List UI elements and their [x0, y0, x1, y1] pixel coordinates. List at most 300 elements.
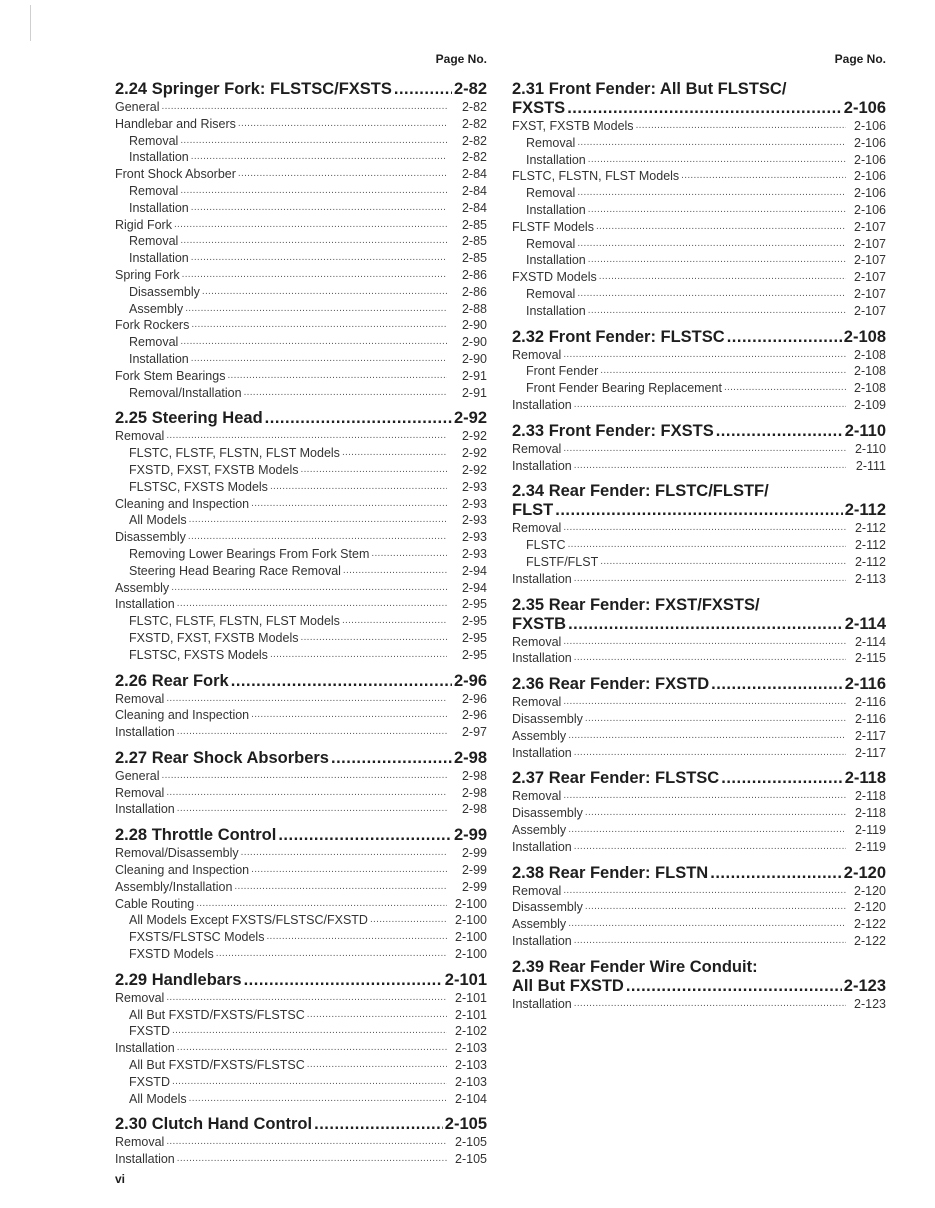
toc-entry[interactable] — [115, 200, 487, 217]
toc-entry[interactable] — [512, 185, 886, 202]
section-heading[interactable] — [512, 615, 886, 634]
dot-leader — [161, 768, 447, 785]
toc-entry[interactable] — [115, 1057, 487, 1074]
toc-entry[interactable] — [115, 596, 487, 613]
toc-entry[interactable] — [115, 1007, 487, 1024]
dot-leader — [191, 149, 447, 166]
section-page-number: 2-108 — [843, 327, 886, 346]
dot-leader — [166, 691, 447, 708]
toc-entry[interactable] — [115, 462, 487, 479]
entry-page-number: 2-98 — [461, 802, 487, 817]
toc-entry[interactable] — [115, 1091, 487, 1108]
dot-leader — [371, 546, 447, 563]
entry-label: Removal/Disassembly — [115, 846, 239, 861]
entry-label: Installation — [512, 651, 572, 666]
toc-entry[interactable] — [115, 1134, 487, 1151]
entry-label: Removal — [526, 286, 576, 301]
toc-entry[interactable] — [512, 537, 886, 554]
entry-page-number: 2-93 — [461, 479, 487, 494]
toc-section — [115, 80, 487, 401]
dot-leader — [161, 99, 447, 116]
entry-label: Front Fender Bearing Replacement — [526, 381, 722, 396]
entry-page-number: 2-94 — [461, 580, 487, 595]
entry-label: Removal — [512, 883, 562, 898]
toc-entry[interactable] — [512, 634, 886, 651]
entry-label: Installation — [512, 839, 572, 854]
toc-entry[interactable] — [115, 613, 487, 630]
entry-page-number: 2-112 — [854, 521, 886, 536]
toc-entry[interactable] — [115, 149, 487, 166]
dot-leader — [191, 200, 447, 217]
entry-label: FXSTD Models — [512, 270, 597, 285]
entry-page-number: 2-119 — [854, 839, 886, 854]
dot-leader — [585, 899, 846, 916]
toc-entry[interactable] — [115, 1074, 487, 1091]
dot-leader — [171, 580, 447, 597]
entry-page-number: 2-106 — [854, 202, 886, 217]
section-page-number: 2-112 — [844, 501, 886, 520]
section-title: 2.27 Rear Shock Absorbers — [115, 748, 329, 767]
section-title: 2.35 Rear Fender: FXST/FXSTS/ — [512, 595, 760, 614]
entry-page-number: 2-119 — [854, 822, 886, 837]
toc-entry[interactable] — [115, 116, 487, 133]
entry-label: Removal — [115, 691, 165, 706]
entry-label: Cleaning and Inspection — [115, 863, 250, 878]
dot-leader — [555, 501, 842, 520]
toc-entry[interactable] — [512, 397, 886, 414]
section-title: FXSTS — [512, 99, 566, 117]
entry-page-number: 2-95 — [461, 597, 487, 612]
entry-label: Removal — [129, 133, 179, 148]
toc-entry[interactable] — [512, 883, 886, 900]
toc-section — [512, 864, 886, 950]
dot-leader — [180, 133, 447, 150]
toc-entry[interactable] — [512, 728, 886, 745]
section-page-number: 2-116 — [844, 675, 886, 694]
section-title: All But FXSTD — [512, 976, 624, 995]
dot-leader — [343, 563, 447, 580]
entry-page-number: 2-104 — [455, 1091, 487, 1106]
section-title: 2.36 Rear Fender: FXSTD — [512, 675, 710, 694]
dot-leader — [191, 317, 447, 334]
entry-label: Removal — [115, 429, 165, 444]
dot-leader — [577, 135, 846, 152]
entry-page-number: 2-97 — [461, 725, 487, 740]
entry-label: Removal — [129, 335, 179, 350]
entry-page-number: 2-82 — [461, 100, 487, 114]
entry-page-number: 2-90 — [461, 351, 487, 366]
toc-entry[interactable] — [512, 303, 886, 320]
toc-entry[interactable] — [115, 334, 487, 351]
toc-entry[interactable] — [115, 512, 487, 529]
entry-page-number: 2-114 — [854, 634, 886, 649]
section-heading[interactable] — [512, 958, 886, 977]
entry-page-number: 2-111 — [855, 458, 886, 473]
dot-leader — [188, 529, 447, 546]
toc-entry[interactable] — [115, 801, 487, 818]
dot-leader — [251, 707, 447, 724]
dot-leader — [568, 537, 846, 554]
section-heading[interactable] — [115, 971, 487, 990]
toc-entry[interactable] — [115, 647, 487, 664]
dot-leader — [180, 183, 447, 200]
entry-label: Installation — [129, 351, 189, 366]
toc-entry[interactable] — [512, 554, 886, 571]
toc-entry[interactable] — [115, 785, 487, 802]
toc-entry[interactable] — [115, 1151, 487, 1168]
dot-leader — [202, 284, 447, 301]
entry-label: General — [115, 100, 160, 114]
entry-label: Fork Stem Bearings — [115, 368, 226, 383]
toc-entry[interactable] — [512, 363, 886, 380]
dot-leader — [600, 554, 846, 571]
toc-entry[interactable] — [512, 694, 886, 711]
toc-entry[interactable] — [115, 317, 487, 334]
section-page-number: 2-82 — [453, 80, 487, 98]
section-heading[interactable] — [115, 826, 487, 845]
dot-leader — [166, 785, 447, 802]
dot-leader — [238, 116, 447, 133]
dot-leader — [711, 675, 843, 694]
toc-entry[interactable] — [115, 563, 487, 580]
dot-leader — [191, 250, 447, 267]
toc-entry[interactable] — [512, 202, 886, 219]
toc-section — [512, 422, 886, 475]
dot-leader — [189, 512, 447, 529]
entry-page-number: 2-91 — [461, 385, 487, 400]
entry-label: FXSTD Models — [129, 947, 214, 962]
section-heading[interactable] — [115, 80, 487, 99]
entry-page-number: 2-93 — [461, 513, 487, 528]
toc-entry[interactable] — [115, 351, 487, 368]
entry-label: Removal — [512, 634, 562, 649]
toc-entry[interactable] — [115, 946, 487, 963]
dot-leader — [166, 990, 447, 1007]
toc-entry[interactable] — [115, 133, 487, 150]
section-heading[interactable] — [512, 482, 886, 501]
toc-entry[interactable] — [512, 236, 886, 253]
section-title: 2.28 Throttle Control — [115, 826, 277, 845]
dot-leader — [588, 202, 846, 219]
dot-leader — [577, 185, 846, 202]
toc-entry[interactable] — [115, 707, 487, 724]
toc-entry[interactable] — [512, 219, 886, 236]
entry-page-number: 2-84 — [461, 183, 487, 198]
toc-entry[interactable] — [115, 724, 487, 741]
entry-label: FLSTF/FLST — [526, 554, 599, 569]
dot-leader — [270, 479, 447, 496]
toc-entry[interactable] — [512, 441, 886, 458]
toc-entry[interactable] — [512, 711, 886, 728]
dot-leader — [636, 118, 846, 135]
entry-page-number: 2-116 — [854, 711, 886, 726]
entry-label: Installation — [512, 571, 572, 586]
toc-entry[interactable] — [512, 805, 886, 822]
toc-entry[interactable] — [115, 929, 487, 946]
entry-page-number: 2-123 — [854, 996, 886, 1011]
toc-entry[interactable] — [115, 428, 487, 445]
toc-entry[interactable] — [115, 546, 487, 563]
dot-leader — [588, 252, 846, 269]
entry-label: Assembly — [512, 822, 567, 837]
entry-label: Installation — [129, 150, 189, 165]
dot-leader — [574, 933, 846, 950]
toc-right-column — [512, 50, 886, 1012]
entry-page-number: 2-85 — [461, 251, 487, 266]
entry-page-number: 2-96 — [461, 691, 487, 706]
dot-leader — [563, 441, 846, 458]
dot-leader — [314, 1115, 443, 1134]
entry-page-number: 2-90 — [461, 318, 487, 333]
dot-leader — [300, 462, 447, 479]
page-footer-number: vi — [115, 1172, 126, 1186]
toc-entry[interactable] — [115, 445, 487, 462]
toc-entry[interactable] — [115, 879, 487, 896]
entry-label: FLSTC, FLSTF, FLSTN, FLST Models — [129, 446, 340, 461]
section-title: 2.25 Steering Head — [115, 409, 263, 428]
toc-entry[interactable] — [115, 217, 487, 234]
entry-page-number: 2-102 — [455, 1024, 487, 1039]
entry-page-number: 2-120 — [854, 900, 886, 915]
entry-page-number: 2-84 — [461, 167, 487, 182]
section-heading[interactable] — [115, 409, 487, 428]
toc-entry[interactable] — [115, 580, 487, 597]
toc-entry[interactable] — [115, 1023, 487, 1040]
entry-label: Removal — [115, 990, 165, 1005]
entry-label: Installation — [115, 1152, 175, 1167]
section-heading[interactable] — [512, 596, 886, 615]
entry-page-number: 2-90 — [461, 335, 487, 350]
section-heading[interactable] — [512, 864, 886, 883]
dot-leader — [568, 916, 846, 933]
entry-label: Removal — [129, 234, 179, 249]
entry-label: Installation — [115, 1041, 175, 1056]
entry-page-number: 2-108 — [854, 364, 886, 379]
toc-entry[interactable] — [512, 347, 886, 364]
section-title: 2.31 Front Fender: All But FLSTSC/ — [512, 80, 787, 98]
dot-leader — [574, 839, 846, 856]
section-title: 2.37 Rear Fender: FLSTSC — [512, 769, 720, 788]
entry-page-number: 2-108 — [854, 381, 886, 396]
entry-page-number: 2-116 — [854, 695, 886, 710]
toc-entry[interactable] — [115, 284, 487, 301]
entry-page-number: 2-84 — [461, 200, 487, 215]
toc-entry[interactable] — [512, 269, 886, 286]
dot-leader — [185, 301, 447, 318]
toc-entry[interactable] — [115, 183, 487, 200]
dot-leader — [574, 650, 846, 667]
toc-entry[interactable] — [115, 250, 487, 267]
toc-entry[interactable] — [512, 996, 886, 1013]
toc-entry[interactable] — [115, 862, 487, 879]
section-heading[interactable] — [512, 328, 886, 347]
toc-entry[interactable] — [115, 385, 487, 402]
section-page-number: 2-123 — [843, 976, 886, 995]
section-heading[interactable] — [512, 769, 886, 788]
dot-leader — [196, 896, 447, 913]
toc-section — [512, 675, 886, 761]
dot-leader — [574, 458, 846, 475]
entry-page-number: 2-99 — [461, 846, 487, 861]
section-title: FXSTB — [512, 614, 567, 633]
toc-entry[interactable] — [115, 912, 487, 929]
toc-entry[interactable] — [512, 458, 886, 475]
entry-label: Removal — [512, 695, 562, 710]
dot-leader — [577, 236, 846, 253]
entry-label: Installation — [512, 933, 572, 948]
toc-entry[interactable] — [115, 479, 487, 496]
section-page-number: 2-96 — [453, 671, 487, 690]
toc-section — [115, 1115, 487, 1168]
entry-label: Disassembly — [512, 900, 583, 915]
entry-page-number: 2-106 — [854, 152, 886, 167]
toc-entry[interactable] — [512, 839, 886, 856]
entry-page-number: 2-92 — [461, 462, 487, 477]
entry-label: Removal — [526, 186, 576, 201]
toc-entry[interactable] — [512, 650, 886, 667]
entry-page-number: 2-96 — [461, 708, 487, 723]
toc-entry[interactable] — [512, 899, 886, 916]
section-heading[interactable] — [512, 80, 886, 99]
section-heading[interactable] — [512, 977, 886, 996]
dot-leader — [563, 883, 846, 900]
entry-label: Cleaning and Inspection — [115, 496, 250, 511]
toc-entry[interactable] — [115, 233, 487, 250]
entry-page-number: 2-100 — [455, 930, 487, 945]
section-heading[interactable] — [512, 675, 886, 694]
dot-leader — [568, 728, 846, 745]
entry-label: FXSTD, FXST, FXSTB Models — [129, 462, 299, 477]
toc-entry[interactable] — [512, 152, 886, 169]
entry-label: Installation — [129, 200, 189, 215]
toc-entry[interactable] — [115, 896, 487, 913]
entry-label: Removal — [512, 789, 562, 804]
entry-page-number: 2-112 — [854, 554, 886, 569]
section-page-number: 2-105 — [444, 1115, 487, 1134]
entry-label: FLSTF Models — [512, 219, 594, 234]
entry-label: Removal — [512, 521, 562, 536]
dot-leader — [180, 233, 447, 250]
section-title: 2.34 Rear Fender: FLSTC/FLSTF/ — [512, 482, 769, 501]
section-page-number: 2-101 — [444, 970, 487, 989]
entry-label: Spring Fork — [115, 267, 180, 282]
toc-entry[interactable] — [115, 368, 487, 385]
toc-entry[interactable] — [115, 301, 487, 318]
entry-label: FLSTSC, FXSTS Models — [129, 479, 268, 494]
entry-page-number: 2-122 — [854, 917, 886, 932]
toc-section — [512, 958, 886, 1013]
dot-leader — [574, 996, 846, 1013]
dot-leader — [721, 769, 842, 788]
entry-page-number: 2-106 — [854, 186, 886, 201]
entry-label: FXST, FXSTB Models — [512, 119, 634, 133]
entry-page-number: 2-86 — [461, 284, 487, 299]
toc-section — [115, 672, 487, 741]
toc-entry[interactable] — [512, 380, 886, 397]
section-heading[interactable] — [512, 422, 886, 441]
section-heading[interactable] — [115, 1115, 487, 1134]
toc-entry[interactable] — [115, 845, 487, 862]
toc-entry[interactable] — [115, 267, 487, 284]
entry-page-number: 2-107 — [854, 270, 886, 285]
toc-entry[interactable] — [512, 822, 886, 839]
toc-entry[interactable] — [512, 135, 886, 152]
toc-entry[interactable] — [115, 529, 487, 546]
toc-entry[interactable] — [512, 745, 886, 762]
dot-leader — [166, 1134, 447, 1151]
dot-leader — [574, 745, 846, 762]
section-heading[interactable] — [115, 672, 487, 691]
section-heading[interactable] — [115, 749, 487, 768]
dot-leader — [568, 822, 846, 839]
toc-entry[interactable] — [512, 933, 886, 950]
entry-label: Rigid Fork — [115, 217, 172, 232]
section-heading[interactable] — [512, 99, 886, 118]
entry-page-number: 2-93 — [461, 530, 487, 545]
dot-leader — [585, 805, 846, 822]
entry-page-number: 2-82 — [461, 133, 487, 148]
dot-leader — [710, 864, 842, 883]
entry-label: Installation — [526, 202, 586, 217]
entry-page-number: 2-85 — [461, 217, 487, 232]
dot-leader — [265, 409, 452, 428]
toc-entry[interactable] — [115, 768, 487, 785]
entry-page-number: 2-118 — [854, 806, 886, 821]
dot-leader — [563, 347, 846, 364]
toc-entry[interactable] — [115, 630, 487, 647]
dot-leader — [300, 630, 447, 647]
section-heading[interactable] — [512, 501, 886, 520]
dot-leader — [577, 286, 846, 303]
dot-leader — [563, 788, 846, 805]
toc-entry[interactable] — [512, 571, 886, 588]
entry-page-number: 2-117 — [854, 745, 886, 760]
toc-entry[interactable] — [512, 168, 886, 185]
toc-entry[interactable] — [115, 691, 487, 708]
section-page-number: 2-118 — [844, 769, 886, 788]
dot-leader — [599, 269, 846, 286]
toc-entry[interactable] — [115, 166, 487, 183]
entry-page-number: 2-95 — [461, 647, 487, 662]
toc-entry[interactable] — [115, 496, 487, 513]
toc-entry[interactable] — [512, 788, 886, 805]
entry-page-number: 2-95 — [461, 630, 487, 645]
toc-entry[interactable] — [512, 252, 886, 269]
entry-label: Removal — [115, 1135, 165, 1150]
entry-label: All Models — [129, 1091, 187, 1106]
entry-label: General — [115, 768, 160, 783]
dot-leader — [238, 166, 447, 183]
toc-entry[interactable] — [512, 286, 886, 303]
toc-entry[interactable] — [512, 118, 886, 135]
toc-entry[interactable] — [115, 99, 487, 116]
dot-leader — [227, 368, 447, 385]
entry-page-number: 2-109 — [854, 397, 886, 412]
entry-page-number: 2-100 — [455, 913, 487, 928]
entry-label: Disassembly — [115, 530, 186, 545]
entry-page-number: 2-106 — [854, 119, 886, 133]
toc-entry[interactable] — [115, 1040, 487, 1057]
dot-leader — [585, 711, 846, 728]
dot-leader — [567, 99, 842, 118]
entry-page-number: 2-94 — [461, 563, 487, 578]
toc-entry[interactable] — [512, 520, 886, 537]
entry-page-number: 2-105 — [455, 1152, 487, 1167]
entry-page-number: 2-99 — [461, 863, 487, 878]
entry-label: FXSTD, FXST, FXSTB Models — [129, 630, 299, 645]
toc-entry[interactable] — [115, 990, 487, 1007]
toc-entry[interactable] — [512, 916, 886, 933]
